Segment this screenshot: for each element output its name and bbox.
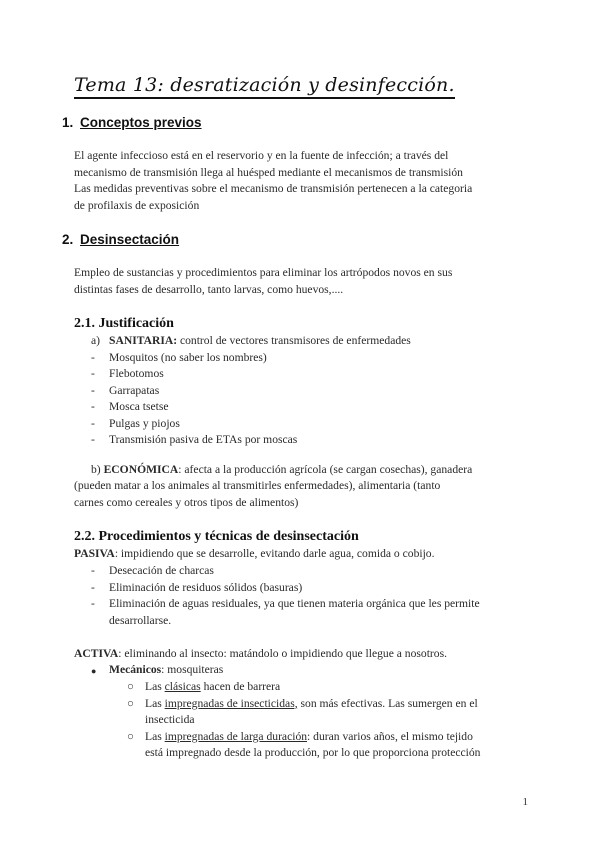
paragraph-line: Las medidas preventivas sobre el mecanismo de transmisión pertenecen a la categoria [74,182,473,195]
economica-paragraph [91,462,472,479]
list-item [91,383,411,400]
paragraph-line: (pueden matar a los animales al transmitirles enfermedades), alimentaria (tanto [74,479,441,492]
text-fragment: está impregnado desde la producción, por lo que proporciona protección [145,746,481,759]
list-item-text: Garrapatas [109,383,160,397]
bold-term: ACTIVA [74,647,119,660]
justification-list [91,333,411,449]
underlined-term: clásicas [164,680,201,693]
paragraph-line: de profilaxis de exposición [74,198,200,212]
paragraph-text: : afecta a la producción agrícola (se cargan cosechas), ganadera [178,463,473,476]
pasiva-list [91,563,480,629]
subsection-2-1-heading: 2.1. Justificación [74,316,174,331]
sublist-item [127,679,480,696]
circle-marker: ○ [127,680,135,693]
sublist-item [127,696,480,713]
bold-term: ECONÓMICA [103,463,179,476]
list-item-text: Eliminación de aguas residuales, ya que tienen materia orgánica que les permite [109,597,480,610]
section-title: Desinsectación [80,232,180,247]
dash-marker: - [91,433,95,446]
underlined-term: impregnadas de larga duración [164,729,308,743]
dash-marker: - [91,367,95,380]
underlined-term: impregnadas de insecticidas, [164,696,298,710]
dash-marker: - [91,597,95,610]
mecanicos-sublist [127,679,480,762]
section-1-heading [62,115,202,130]
dash-marker: - [91,400,95,413]
list-item-text: Transmisión pasiva de ETAs por moscas [109,433,298,446]
list-item-text: Eliminación de residuos sólidos (basuras) [109,580,303,594]
dash-marker: - [91,580,95,594]
text-fragment: Las [145,729,165,743]
activa-list [91,662,223,679]
list-item [91,399,411,416]
paragraph-line: distintas fases de desarrollo, tanto larvas, como huevos,.... [74,282,344,296]
list-item [91,350,411,367]
list-item-text: desarrollarse. [109,613,172,627]
economica-paragraph-cont [74,478,440,511]
section-1-paragraph [74,148,472,214]
sublist-item [127,729,480,746]
section-title: Conceptos previos [80,115,202,130]
dash-marker: - [91,416,95,430]
dash-marker: - [91,564,95,577]
list-item-text: Pulgas y piojos [109,416,180,430]
page-number: 1 [522,796,528,808]
list-item-text: Flebotomos [109,367,164,380]
paragraph-line [91,462,472,479]
section-2-paragraph [74,265,452,298]
paragraph-line: Empleo de sustancias y procedimientos para eliminar los artrópodos novos en sus [74,266,453,279]
text-fragment: Las [145,696,165,710]
paragraph-line: carnes como cereales y otros tipos de alimentos) [74,495,299,509]
text-fragment: insecticida [145,713,195,726]
activa-line [74,646,447,663]
bullet-marker: ● [91,666,97,676]
list-item-text: Desecación de charcas [109,564,214,577]
circle-marker: ○ [127,696,135,710]
section-number: 2. [62,232,74,247]
subsection-2-2-heading: 2.2. Procedimientos y técnicas de desinsectación [74,529,359,544]
paragraph-line: El agente infeccioso está en el reservorio y en la fuente de infección; a través del [74,149,449,162]
list-item-text: control de vectores transmisores de enfermedades [177,334,411,347]
bold-term: PASIVA [74,547,115,560]
list-marker: b) [91,463,101,476]
text-fragment: : duran varios años, el mismo tejido [307,729,473,743]
list-item-continuation [91,613,480,630]
sublist-item-continuation [127,712,480,729]
paragraph-text: : impidiendo que se desarrolle, evitando darle agua, comida o cobijo. [114,547,435,560]
list-item [91,580,480,597]
section-number: 1. [62,115,74,130]
dash-marker: - [91,383,95,397]
bold-term: Mecánicos [109,663,162,676]
pasiva-line [74,546,435,563]
list-item [91,596,480,613]
text-fragment: son más efectivas. Las sumergen en el [297,696,478,710]
dash-marker: - [91,350,95,364]
list-marker: a) [91,334,101,347]
circle-marker: ○ [127,729,135,743]
list-item [91,366,411,383]
list-item-text: Mosca tsetse [109,400,169,413]
sublist-item-continuation [127,745,480,762]
list-item-mecanicos [91,662,223,679]
section-2-heading [62,232,179,247]
list-item [91,563,480,580]
text-fragment: hacen de barrera [200,680,281,693]
list-item [91,432,411,449]
paragraph-line: mecanismo de transmisión llega al huésped mediante el mecanismos de transmisión [74,165,463,179]
bold-term: SANITARIA: [109,334,178,347]
text-fragment: Las [145,680,165,693]
list-item [91,416,411,433]
page-title: Tema 13: desratización y desinfección. [74,74,455,99]
list-item-text: Mosquitos (no saber los nombres) [109,350,267,364]
list-item-sanitaria [91,333,411,350]
list-item-text: : mosquiteras [161,663,224,676]
paragraph-text: : eliminando al insecto: matándolo o impidiendo que llegue a nosotros. [118,647,447,660]
